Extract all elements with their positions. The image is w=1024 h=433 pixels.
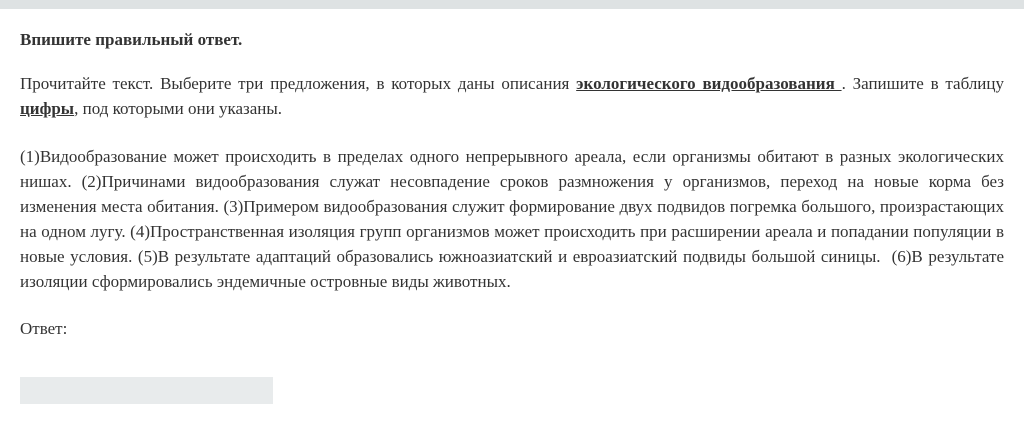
instruction-highlight-digits: цифры	[20, 99, 75, 118]
instruction-part2: . Запишите в таблицу	[841, 74, 1004, 93]
instruction-highlight-ecological-speciation: экологического видообразования	[576, 74, 842, 93]
top-bar	[0, 0, 1024, 9]
instruction-text	[20, 71, 1004, 121]
passage-text: (1)Видообразование может происходить в пределах одного непрерывного ареала, если организмы обитают в разных экологических нишах. (2)Причинами видообразования служат несовпадение сроков размножения у организмов, переход на новые корма без изменения места обитания. (3)Примером видообразования служит формирование двух подвидов погремка большого, произрастающих на одном лугу. (4)Пространственная изоляция групп организмов может происходить при расширении ареала и попадании популяции в новые условия. (5)В результате адаптаций образовались южноазиатский и евроазиатский подвиды большой синицы. (6)В результате изоляции сформировались эндемичные островные виды животных.	[20, 147, 1004, 291]
question-title: Впишите правильный ответ.	[20, 30, 243, 49]
answer-label: Ответ:	[20, 319, 68, 338]
question-area	[0, 27, 1024, 404]
instruction-part3: , под которыми они указаны.	[74, 99, 283, 118]
instruction-part1: Прочитайте текст. Выберите три предложения, в которых даны описания	[20, 74, 577, 93]
answer-input[interactable]	[20, 377, 273, 404]
